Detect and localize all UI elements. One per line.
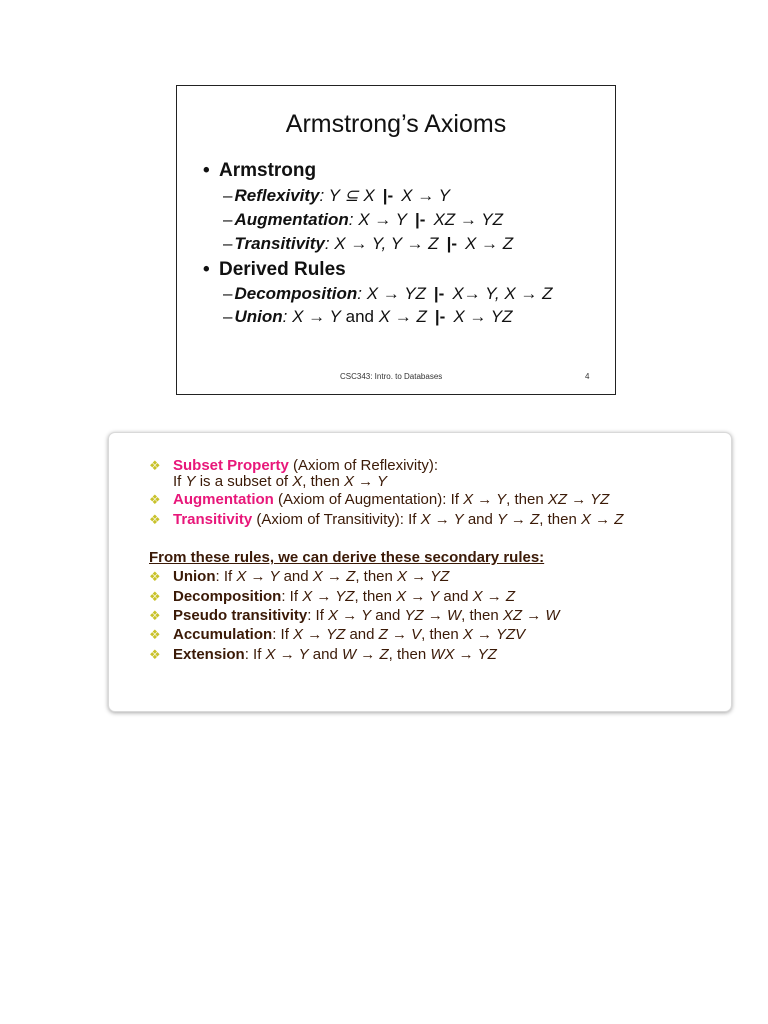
list-item-accumulation: ❖ Accumulation: If X → YZ and Z → V, then X → YZV: [149, 626, 526, 643]
list-item-decomposition: ❖ Decomposition: If X → YZ, then X → Y and X → Z: [149, 588, 516, 605]
diamond-bullet-icon: ❖: [149, 627, 161, 642]
diamond-bullet-icon: ❖: [149, 589, 161, 604]
diamond-bullet-icon: ❖: [149, 608, 161, 623]
list-item-union: ❖ Union: If X → Y and X → Z, then X → YZ: [149, 568, 450, 585]
diamond-bullet-icon: ❖: [149, 512, 161, 527]
slide-footer: CSC343: Intro. to Databases: [340, 372, 443, 381]
slide-page-number: 4: [585, 372, 590, 381]
slide-title: Armstrong’s Axioms: [285, 110, 507, 138]
rule-augmentation: – Augmentation: X → Y |- XZ → YZ: [223, 210, 504, 229]
list-item-subset: ❖ Subset Property (Axiom of Reflexivity):: [149, 457, 439, 474]
rule-union: – Union: X → Y and X → Z |- X → YZ: [223, 307, 513, 326]
list-item-augmentation: ❖ Augmentation (Axiom of Augmentation): If X → Y, then XZ → YZ: [149, 491, 610, 508]
rule-decomposition: – Decomposition: X → YZ |- X→ Y, X → Z: [223, 284, 553, 303]
rule-reflexivity: – Reflexivity: Y ⊆ X |- X → Y: [223, 186, 450, 205]
list-item-transitivity: ❖ Transitivity (Axiom of Transitivity): If X → Y and Y → Z, then X → Z: [149, 511, 624, 528]
rules-summary-card: [108, 432, 732, 712]
rule-transitivity: – Transitivity: X → Y, Y → Z |- X → Z: [223, 234, 514, 253]
diamond-bullet-icon: ❖: [149, 569, 161, 584]
bullet-icon: •: [203, 259, 210, 280]
list-item-extension: ❖ Extension: If X → Y and W → Z, then WX → YZ: [149, 646, 497, 663]
diamond-bullet-icon: ❖: [149, 647, 161, 662]
secondary-rules-heading: From these rules, we can derive these secondary rules:: [149, 549, 545, 566]
lecture-slide: [176, 85, 616, 395]
list-item-pseudo-transitivity: ❖ Pseudo transitivity: If X → Y and YZ → W, then XZ → W: [149, 607, 560, 624]
bullet-icon: •: [203, 160, 210, 181]
diamond-bullet-icon: ❖: [149, 492, 161, 507]
diamond-bullet-icon: ❖: [149, 458, 161, 473]
section-armstrong: • Armstrong: [203, 160, 317, 181]
list-item-subset-detail: If Y is a subset of X, then X → Y: [173, 473, 388, 490]
section-derived-rules: • Derived Rules: [203, 259, 346, 280]
